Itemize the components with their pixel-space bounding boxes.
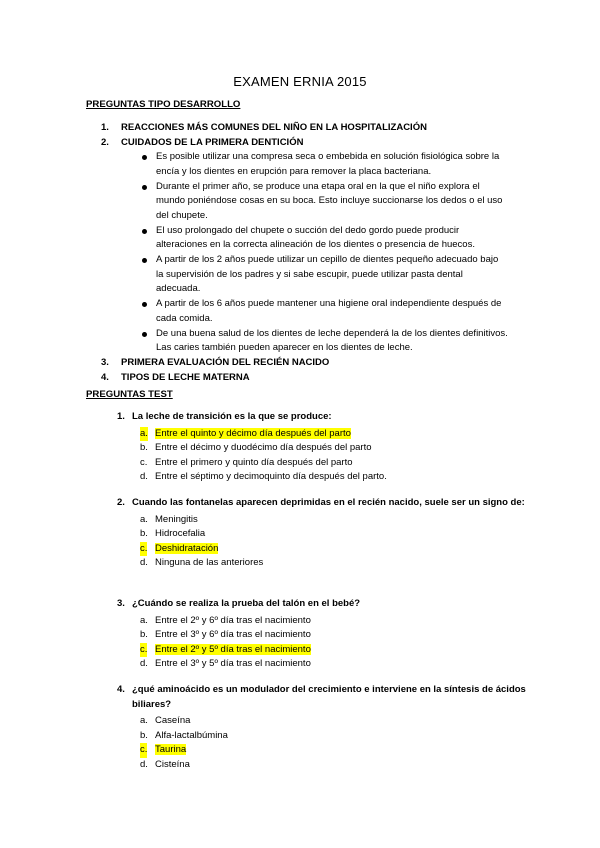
option-text: Meningitis [155, 513, 198, 525]
bullet-dot-icon [142, 229, 147, 234]
answer-option-highlighted [117, 743, 527, 758]
option-letter: d. [140, 471, 148, 482]
question-number: 1. [101, 122, 109, 133]
test-question-4 [117, 683, 527, 772]
answer-option [117, 470, 527, 485]
option-text: Hidrocefalia [155, 528, 206, 539]
bullet-text: El uso prolongado del chupete o succión del dedo gordo puede producir alteraciones en la correcta alineación de los dientes o presencia de huecos. [156, 224, 475, 250]
option-text: Caseína [155, 715, 191, 726]
development-question [101, 136, 531, 151]
question-number: 4. [117, 684, 125, 695]
answer-option-highlighted [117, 427, 527, 442]
question-number: 4. [101, 371, 109, 383]
option-letter: a. [140, 614, 148, 626]
bullet-text: A partir de los 6 años puede mantener una higiene oral independiente después de cada comida. [156, 298, 502, 324]
bullet-dot-icon [142, 185, 147, 190]
option-text: Entre el primero y quinto día después del parto [155, 456, 353, 468]
answer-option [117, 441, 527, 456]
option-text: Ninguna de las anteriores [155, 557, 264, 568]
answer-option [117, 456, 527, 471]
question-number: 1. [117, 411, 125, 422]
bullet-item [101, 224, 508, 253]
development-question [101, 371, 531, 386]
answer-option [117, 513, 527, 528]
test-question-3 [117, 597, 527, 672]
answer-option-highlighted [117, 643, 527, 658]
option-text: Alfa-lactalbúmina [155, 729, 228, 741]
question-text: REACCIONES MÁS COMUNES DEL NIÑO EN LA HOSPITALIZACIÓN [121, 122, 427, 133]
bullet-dot-icon [142, 155, 147, 160]
option-letter: b. [140, 442, 148, 453]
option-letter: a. [140, 427, 148, 442]
answer-option [117, 729, 527, 744]
option-text: Entre el séptimo y decimoquinto día después del parto. [155, 471, 387, 482]
bullet-item [101, 297, 508, 326]
bullet-dot-icon [142, 258, 147, 263]
option-text: Entre el quinto y décimo día después del parto [155, 427, 351, 439]
question-number: 2. [117, 497, 125, 508]
question-stem [117, 683, 527, 712]
option-text: Entre el décimo y duodécimo día después del parto [155, 442, 372, 453]
answer-option [117, 614, 527, 629]
option-letter: c. [140, 743, 147, 758]
bullet-item [101, 180, 508, 224]
option-letter: b. [140, 528, 148, 539]
question-stem [117, 597, 527, 612]
question-text: La leche de transición es la que se produce: [132, 411, 332, 422]
bullet-text: A partir de los 2 años puede utilizar un cepillo de dientes pequeño adecuado bajo la supervisión de los padres y si sabe escupir, puede utilizar pasta dental adecuada. [156, 254, 499, 294]
bullet-dot-icon [142, 302, 147, 307]
bullet-list [101, 150, 531, 356]
answer-options [117, 714, 527, 772]
answer-option [117, 657, 527, 672]
question-number: 3. [101, 357, 109, 368]
option-letter: c. [140, 542, 147, 557]
question-text: PRIMERA EVALUACIÓN DEL RECIÉN NACIDO [121, 357, 330, 368]
answer-options [117, 614, 527, 672]
bullet-text: Durante el primer año, se produce una etapa oral en la que el niño explora el mundo poniéndose cosas en su boca. Esto incluye succionarse los dedos o el uso del chupete. [156, 180, 503, 221]
option-letter: b. [140, 729, 148, 741]
answer-options [117, 427, 527, 485]
question-text: ¿qué aminoácido es un modulador del crecimiento e interviene en la síntesis de ácidos biliares? [132, 684, 526, 710]
question-number: 3. [117, 598, 125, 609]
option-letter: c. [140, 643, 147, 658]
question-text: CUIDADOS DE LA PRIMERA DENTICIÓN [121, 136, 304, 148]
answer-option-highlighted [117, 542, 527, 557]
development-question [101, 121, 531, 136]
section-heading-development: PREGUNTAS TIPO DESARROLLO [86, 99, 241, 110]
bullet-text: Es posible utilizar una compresa seca o embebida en solución fisiológica sobre la encía y los dientes en erupción para remover la placa bacteriana. [156, 151, 500, 177]
bullet-item [101, 327, 508, 356]
question-number: 2. [101, 136, 109, 148]
development-question-list [101, 121, 531, 385]
option-text: Cisteína [155, 758, 190, 770]
option-letter: d. [140, 658, 148, 669]
test-question-1 [117, 410, 527, 485]
section-heading-test: PREGUNTAS TEST [86, 389, 173, 400]
answer-option [117, 556, 527, 571]
option-letter: c. [140, 456, 148, 468]
document-title: EXAMEN ERNIA 2015 [233, 74, 367, 89]
question-text: Cuando las fontanelas aparecen deprimidas en el recién nacido, suele ser un signo de: [132, 497, 525, 508]
development-question [101, 356, 531, 371]
option-text: Entre el 3º y 6º día tras el nacimiento [155, 629, 311, 640]
option-text: Entre el 3º y 5º día tras el nacimiento [155, 658, 311, 669]
bullet-item [101, 150, 508, 179]
answer-options [117, 513, 527, 571]
option-letter: b. [140, 629, 148, 640]
option-letter: d. [140, 557, 148, 568]
question-text: TIPOS DE LECHE MATERNA [121, 371, 250, 383]
option-text: Taurina [155, 744, 187, 755]
test-question-2 [117, 496, 527, 571]
option-letter: a. [140, 715, 148, 726]
answer-option [117, 758, 527, 773]
option-text: Deshidratación [155, 542, 219, 554]
bullet-dot-icon [142, 332, 147, 337]
bullet-text: De una buena salud de los dientes de leche dependerá la de los dientes definitivos. Las caries también pueden aparecer en los dientes de leche. [156, 327, 508, 353]
option-text: Entre el 2º y 6º día tras el nacimiento [155, 614, 311, 626]
bullet-item [101, 253, 508, 297]
question-stem [117, 496, 527, 511]
option-letter: a. [140, 513, 148, 525]
answer-option [117, 714, 527, 729]
question-stem [117, 410, 527, 425]
option-text: Entre el 2º y 5º día tras el nacimiento [155, 643, 311, 655]
answer-option [117, 628, 527, 643]
option-letter: d. [140, 758, 148, 770]
question-text: ¿Cuándo se realiza la prueba del talón en el bebé? [132, 598, 361, 609]
answer-option [117, 527, 527, 542]
